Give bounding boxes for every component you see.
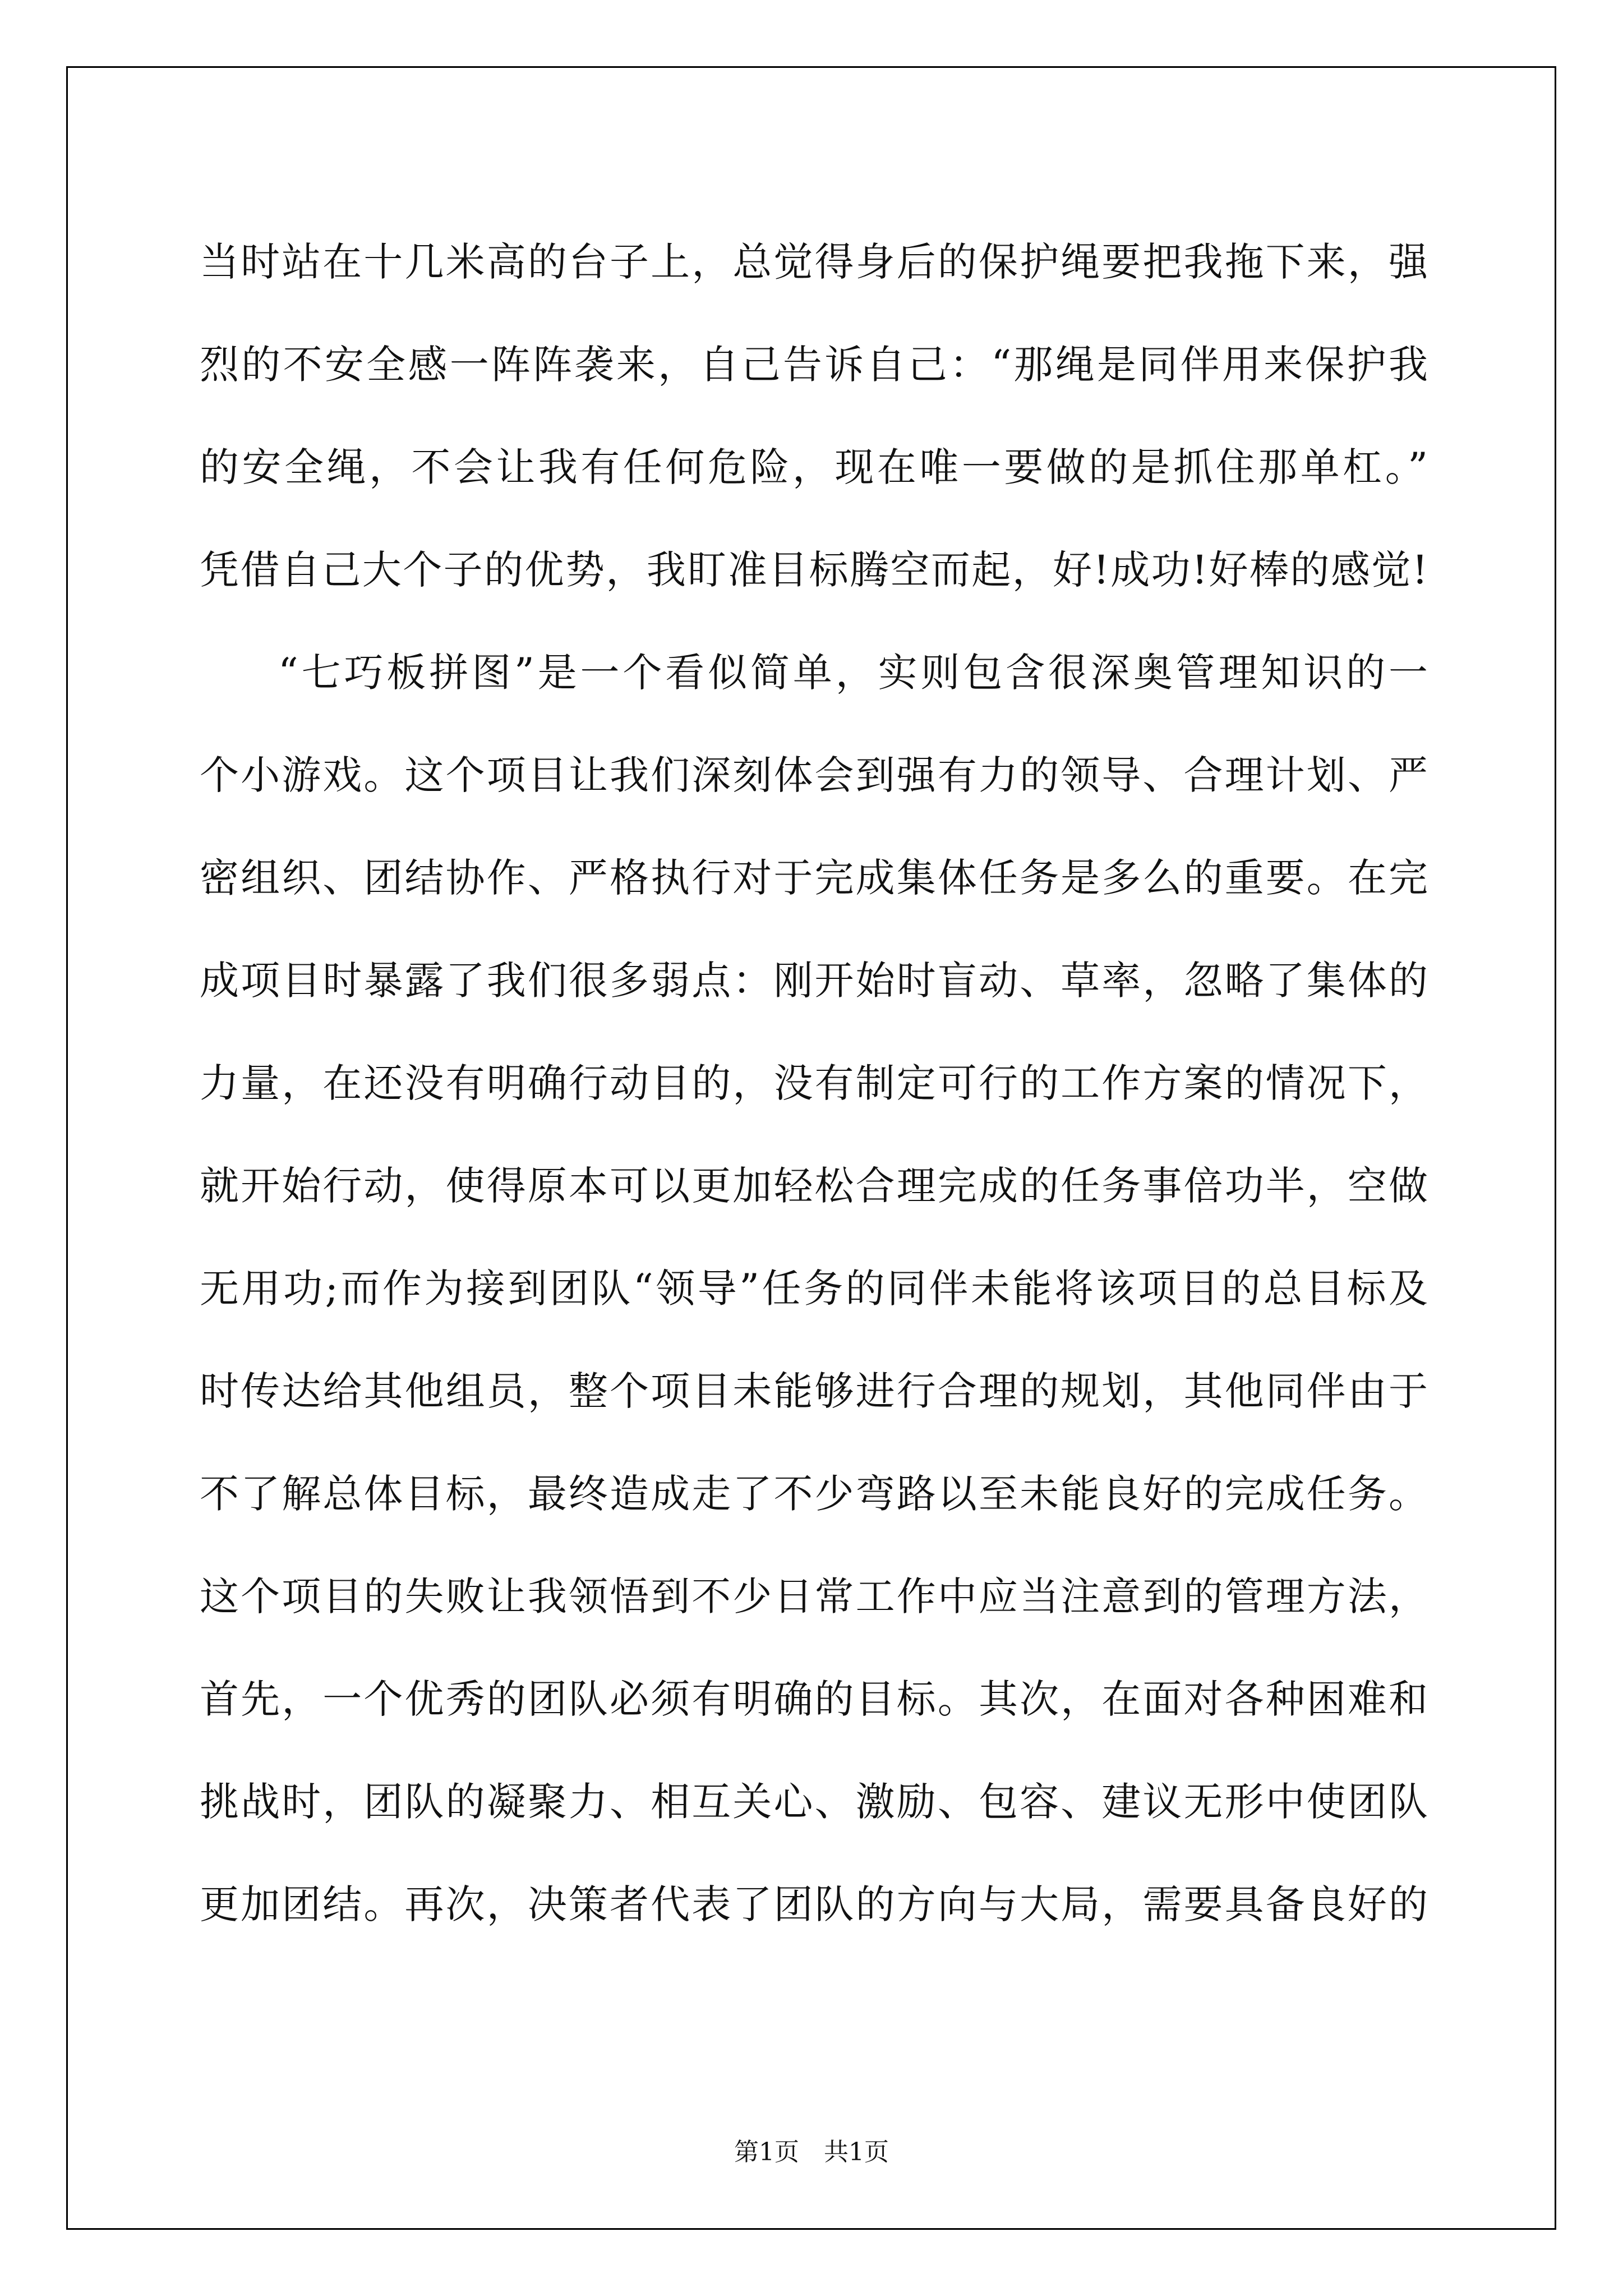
text-line: 的安全绳，不会让我有任何危险，现在唯一要做的是抓住那单杠。” [200, 444, 1428, 490]
text-line: “七巧板拼图”是一个看似简单，实则包含很深奥管理知识的一 [278, 650, 1428, 696]
text-line: 力量，在还没有明确行动目的，没有制定可行的工作方案的情况下， [200, 1060, 1428, 1106]
text-line: 首先，一个优秀的团队必须有明确的目标。其次，在面对各种困难和 [200, 1676, 1428, 1722]
text-line: 挑战时，团队的凝聚力、相互关心、激励、包容、建议无形中使团队 [200, 1779, 1428, 1825]
text-line: 就开始行动，使得原本可以更加轻松合理完成的任务事倍功半，空做 [200, 1163, 1428, 1209]
text-line: 时传达给其他组员，整个项目未能够进行合理的规划，其他同伴由于 [200, 1368, 1428, 1414]
text-line: 当时站在十几米高的台子上，总觉得身后的保护绳要把我拖下来，强 [200, 239, 1428, 285]
document-body [200, 211, 1428, 1956]
text-line: 个小游戏。这个项目让我们深刻体会到强有力的领导、合理计划、严 [200, 752, 1428, 798]
text-line: 密组织、团结协作、严格执行对于完成集体任务是多么的重要。在完 [200, 855, 1428, 901]
text-line: 凭借自己大个子的优势，我盯准目标腾空而起，好!成功!好棒的感觉! [200, 547, 1428, 593]
text-line: 无用功;而作为接到团队“领导”任务的同伴未能将该项目的总目标及 [200, 1266, 1428, 1312]
text-line: 不了解总体目标，最终造成走了不少弯路以至未能良好的完成任务。 [200, 1471, 1428, 1517]
text-line: 烈的不安全感一阵阵袭来，自己告诉自己：“那绳是同伴用来保护我 [200, 342, 1428, 388]
text-line: 更加团结。再次，决策者代表了团队的方向与大局，需要具备良好的 [200, 1881, 1428, 1927]
text-line: 这个项目的失败让我领悟到不少日常工作中应当注意到的管理方法， [200, 1573, 1428, 1619]
text-line: 成项目时暴露了我们很多弱点：刚开始时盲动、草率，忽略了集体的 [200, 958, 1428, 1004]
page-footer: 第1页 共1页 [734, 2138, 889, 2166]
